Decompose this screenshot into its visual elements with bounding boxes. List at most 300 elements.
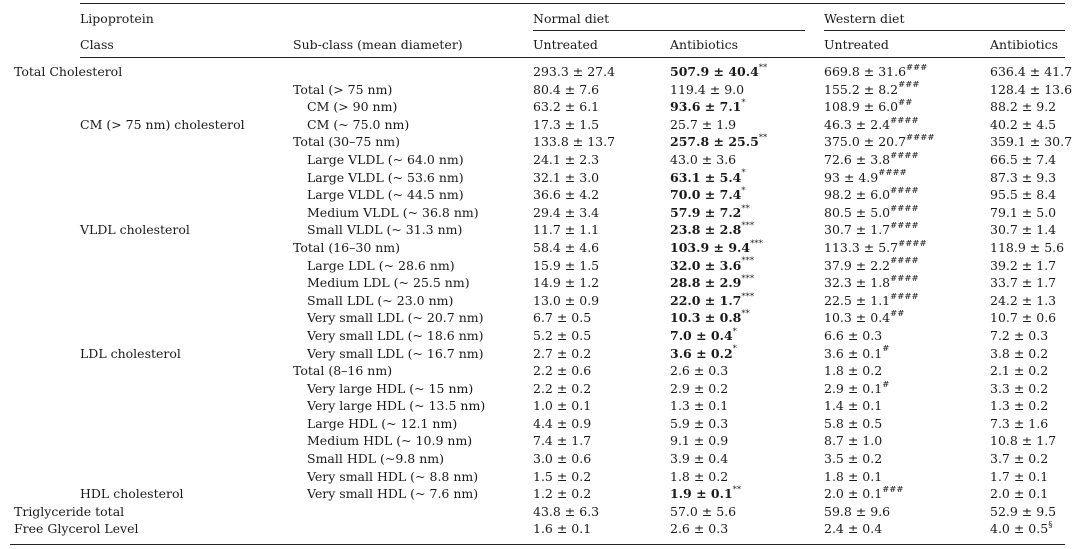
value-cell xyxy=(533,327,591,345)
significance-mark: ** xyxy=(732,485,742,496)
subclass-cell: Total (30–75 nm) xyxy=(293,134,401,150)
value-cell xyxy=(824,468,882,486)
value-text: 2.2 ± 0.6 xyxy=(533,363,592,379)
table-bottom-rule xyxy=(10,544,1065,545)
value-cell xyxy=(824,362,882,380)
value-cell xyxy=(670,98,746,116)
significance-mark: #### xyxy=(890,256,919,267)
significance-mark: ** xyxy=(741,203,750,214)
value-cell xyxy=(670,327,737,345)
significance-mark: * xyxy=(741,168,746,179)
class-cell: Total Cholesterol xyxy=(14,64,123,79)
table-row xyxy=(0,98,1080,116)
value-cell xyxy=(670,397,728,415)
table-row xyxy=(0,309,1080,327)
value-cell xyxy=(533,133,615,151)
subclass-cell: CM (> 90 nm) xyxy=(307,99,398,115)
value-text: 108.9 ± 6.0 xyxy=(824,99,899,115)
table-row xyxy=(0,221,1080,239)
value-text: 6.6 ± 0.3 xyxy=(824,327,883,343)
value-text: 3.3 ± 0.2 xyxy=(990,380,1049,396)
value-text: 32.1 ± 3.0 xyxy=(533,169,600,185)
value-cell xyxy=(533,151,599,169)
value-cell xyxy=(670,503,736,521)
value-text: 2.9 ± 0.2 xyxy=(670,380,729,396)
western-diet-header: Western diet xyxy=(824,11,905,26)
value-cell xyxy=(533,116,599,134)
value-text: 43.0 ± 3.6 xyxy=(670,151,737,167)
value-text: 1.8 ± 0.1 xyxy=(824,468,883,484)
value-text: 46.3 ± 2.4 xyxy=(824,116,891,132)
significance-mark: ### xyxy=(898,80,920,91)
value-cell xyxy=(670,221,754,239)
value-text: 257.8 ± 25.5 xyxy=(670,134,759,150)
significance-mark: *** xyxy=(741,256,755,267)
table-row xyxy=(0,380,1080,398)
value-cell xyxy=(670,116,736,134)
value-cell xyxy=(990,327,1048,345)
value-text: 59.8 ± 9.6 xyxy=(824,503,891,519)
table-row xyxy=(0,186,1080,204)
value-cell xyxy=(670,345,737,363)
significance-mark: #### xyxy=(878,168,907,179)
value-cell xyxy=(670,432,728,450)
value-text: 10.7 ± 0.6 xyxy=(990,310,1057,326)
value-cell xyxy=(990,133,1072,151)
value-cell xyxy=(824,169,907,187)
value-cell xyxy=(670,292,754,310)
value-cell xyxy=(824,239,927,257)
value-cell xyxy=(990,503,1056,521)
value-cell xyxy=(824,116,919,134)
significance-mark: #### xyxy=(906,133,935,144)
value-text: 1.5 ± 0.2 xyxy=(533,468,592,484)
value-text: 3.8 ± 0.2 xyxy=(990,345,1049,361)
table-row xyxy=(0,116,1080,134)
value-text: 2.0 ± 0.1 xyxy=(990,486,1049,502)
value-text: 93 ± 4.9 xyxy=(824,169,879,185)
significance-mark: # xyxy=(882,379,890,390)
subclass-cell: Very small HDL (~ 8.8 nm) xyxy=(307,468,479,484)
value-cell xyxy=(824,98,912,116)
value-cell xyxy=(824,415,882,433)
value-text: 72.6 ± 3.8 xyxy=(824,151,891,167)
value-text: 80.5 ± 5.0 xyxy=(824,204,891,220)
value-cell xyxy=(824,345,889,363)
value-text: 80.4 ± 7.6 xyxy=(533,81,600,97)
value-cell xyxy=(670,415,728,433)
value-cell xyxy=(670,485,741,503)
value-cell xyxy=(824,133,935,151)
table-row xyxy=(0,292,1080,310)
header-bottom-rule xyxy=(80,57,1065,58)
value-cell xyxy=(670,204,750,222)
value-text: 119.4 ± 9.0 xyxy=(670,81,745,97)
value-cell xyxy=(990,81,1072,99)
value-text: 29.4 ± 3.4 xyxy=(533,204,600,220)
value-text: 1.4 ± 0.1 xyxy=(824,398,883,414)
value-cell xyxy=(824,485,904,503)
value-cell xyxy=(670,257,754,275)
table-row xyxy=(0,485,1080,503)
value-cell xyxy=(824,186,919,204)
value-cell xyxy=(824,397,882,415)
value-text: 24.2 ± 1.3 xyxy=(990,292,1057,308)
significance-mark: § xyxy=(1048,520,1053,531)
value-cell xyxy=(824,450,882,468)
value-text: 88.2 ± 9.2 xyxy=(990,99,1057,115)
value-text: 2.0 ± 0.1 xyxy=(824,486,883,502)
class-cell: Free Glycerol Level xyxy=(14,521,139,537)
value-cell xyxy=(990,98,1056,116)
value-cell xyxy=(824,151,919,169)
value-text: 10.3 ± 0.4 xyxy=(824,310,891,326)
value-text: 33.7 ± 1.7 xyxy=(990,275,1057,291)
value-cell xyxy=(990,450,1048,468)
significance-mark: ### xyxy=(906,62,928,73)
value-text: 359.1 ± 30.7 xyxy=(990,134,1073,150)
table-row xyxy=(0,362,1080,380)
subclass-header: Sub-class (mean diameter) xyxy=(293,37,463,52)
value-cell xyxy=(824,503,890,521)
table-row xyxy=(0,450,1080,468)
value-cell xyxy=(533,221,599,239)
value-cell xyxy=(533,98,599,116)
normal-diet-header: Normal diet xyxy=(533,11,610,26)
significance-mark: *** xyxy=(750,238,763,249)
class-cell: Triglyceride total xyxy=(14,503,125,519)
value-cell xyxy=(533,186,599,204)
subclass-cell: Large LDL (~ 28.6 nm) xyxy=(307,257,455,273)
significance-mark: ## xyxy=(890,309,905,320)
value-cell xyxy=(533,274,599,292)
value-cell xyxy=(990,485,1048,503)
western-antibiotics-header: Antibiotics xyxy=(990,37,1059,52)
value-text: 32.3 ± 1.8 xyxy=(824,275,891,291)
subclass-cell: Very small HDL (~ 7.6 nm) xyxy=(307,486,479,502)
class-cell: VLDL cholesterol xyxy=(80,222,190,238)
value-text: 1.2 ± 0.2 xyxy=(533,486,592,502)
value-cell xyxy=(824,81,919,99)
value-cell xyxy=(990,186,1056,204)
subclass-cell: Very large HDL (~ 13.5 nm) xyxy=(307,398,486,414)
value-text: 70.0 ± 7.4 xyxy=(670,187,742,203)
value-cell xyxy=(990,362,1048,380)
value-cell xyxy=(824,274,919,292)
subclass-cell: Very small LDL (~ 20.7 nm) xyxy=(307,310,484,326)
class-header: Class xyxy=(80,37,114,52)
value-text: 63.2 ± 6.1 xyxy=(533,99,600,115)
value-cell xyxy=(824,432,882,450)
value-text: 2.4 ± 0.4 xyxy=(824,521,883,537)
value-text: 2.2 ± 0.2 xyxy=(533,380,592,396)
value-cell xyxy=(824,520,882,538)
significance-mark: * xyxy=(732,326,737,337)
value-text: 87.3 ± 9.3 xyxy=(990,169,1057,185)
subclass-cell: Small LDL (~ 23.0 nm) xyxy=(307,292,454,308)
value-text: 10.3 ± 0.8 xyxy=(670,310,742,326)
value-text: 8.7 ± 1.0 xyxy=(824,433,883,449)
value-text: 79.1 ± 5.0 xyxy=(990,204,1057,220)
value-text: 28.8 ± 2.9 xyxy=(670,275,742,291)
table-row xyxy=(0,468,1080,486)
value-text: 1.3 ± 0.1 xyxy=(670,398,729,414)
value-text: 2.9 ± 0.1 xyxy=(824,380,883,396)
subclass-cell: Large VLDL (~ 64.0 nm) xyxy=(307,151,464,167)
value-text: 63.1 ± 5.4 xyxy=(670,169,742,185)
value-cell xyxy=(533,257,599,275)
value-cell xyxy=(670,468,728,486)
significance-mark: ## xyxy=(898,98,913,109)
table-row xyxy=(0,239,1080,257)
value-cell xyxy=(670,133,767,151)
value-cell xyxy=(670,81,744,99)
lipoprotein-header: Lipoprotein xyxy=(80,11,154,26)
value-cell xyxy=(533,485,591,503)
value-cell xyxy=(533,468,591,486)
significance-mark: #### xyxy=(890,273,919,284)
value-cell xyxy=(670,151,736,169)
value-text: 57.0 ± 5.6 xyxy=(670,503,737,519)
table-row xyxy=(0,345,1080,363)
subclass-cell: Medium HDL (~ 10.9 nm) xyxy=(307,433,473,449)
value-cell xyxy=(670,362,728,380)
table-body xyxy=(0,63,1080,538)
subclass-cell: Large VLDL (~ 44.5 nm) xyxy=(307,187,464,203)
value-cell xyxy=(670,169,746,187)
subclass-cell: Very small LDL (~ 16.7 nm) xyxy=(307,345,484,361)
value-cell xyxy=(990,309,1056,327)
value-text: 293.3 ± 27.4 xyxy=(533,64,616,79)
value-cell xyxy=(670,380,728,398)
value-text: 24.1 ± 2.3 xyxy=(533,151,600,167)
value-cell xyxy=(533,503,599,521)
value-cell xyxy=(990,221,1056,239)
significance-mark: ** xyxy=(758,133,768,144)
class-cell: CM (> 75 nm) cholesterol xyxy=(80,116,245,132)
significance-mark: ### xyxy=(882,485,904,496)
subclass-cell: Total (8–16 nm) xyxy=(293,363,393,379)
significance-mark: ** xyxy=(758,62,768,73)
value-cell xyxy=(990,204,1056,222)
table-row xyxy=(0,257,1080,275)
significance-mark: * xyxy=(741,186,746,196)
value-text: 133.8 ± 13.7 xyxy=(533,134,616,150)
value-text: 2.1 ± 0.2 xyxy=(990,363,1049,379)
value-cell xyxy=(990,380,1048,398)
value-cell xyxy=(990,169,1056,187)
value-text: 155.2 ± 8.2 xyxy=(824,81,899,97)
value-text: 7.4 ± 1.7 xyxy=(533,433,592,449)
value-text: 1.3 ± 0.2 xyxy=(990,398,1049,414)
value-text: 17.3 ± 1.5 xyxy=(533,116,600,132)
value-text: 375.0 ± 20.7 xyxy=(824,134,907,150)
value-text: 4.4 ± 0.9 xyxy=(533,415,592,431)
value-text: 1.8 ± 0.2 xyxy=(824,363,883,379)
value-text: 5.2 ± 0.5 xyxy=(533,327,592,343)
value-cell xyxy=(533,63,615,81)
value-cell xyxy=(533,362,591,380)
value-text: 1.7 ± 0.1 xyxy=(990,468,1049,484)
normal-diet-rule xyxy=(533,30,805,31)
value-cell xyxy=(990,257,1056,275)
value-cell xyxy=(533,239,599,257)
value-text: 3.9 ± 0.4 xyxy=(670,451,729,467)
value-text: 1.6 ± 0.1 xyxy=(533,521,592,537)
value-cell xyxy=(533,81,599,99)
value-text: 3.0 ± 0.6 xyxy=(533,451,592,467)
significance-mark: #### xyxy=(898,238,927,249)
value-text: 103.9 ± 9.4 xyxy=(670,239,751,255)
value-cell xyxy=(990,274,1056,292)
value-text: 52.9 ± 9.5 xyxy=(990,503,1057,519)
significance-mark: * xyxy=(741,98,746,109)
value-text: 32.0 ± 3.6 xyxy=(670,257,742,273)
value-text: 113.3 ± 5.7 xyxy=(824,239,899,255)
value-cell xyxy=(990,239,1064,257)
value-cell xyxy=(824,327,882,345)
value-text: 15.9 ± 1.5 xyxy=(533,257,600,273)
value-cell xyxy=(533,450,591,468)
value-text: 128.4 ± 13.6 xyxy=(990,81,1073,97)
class-cell: HDL cholesterol xyxy=(80,486,184,502)
value-cell xyxy=(670,186,746,204)
value-cell xyxy=(533,345,591,363)
table-row xyxy=(0,133,1080,151)
significance-mark: *** xyxy=(741,221,755,232)
value-text: 1.9 ± 0.1 xyxy=(670,486,733,502)
value-text: 7.2 ± 0.3 xyxy=(990,327,1049,343)
value-cell xyxy=(533,415,591,433)
value-text: 7.3 ± 1.6 xyxy=(990,415,1049,431)
value-cell xyxy=(990,397,1048,415)
value-cell xyxy=(824,309,904,327)
value-text: 6.7 ± 0.5 xyxy=(533,310,592,326)
value-text: 30.7 ± 1.7 xyxy=(824,222,891,238)
value-cell xyxy=(533,520,591,538)
value-cell xyxy=(670,309,750,327)
value-cell xyxy=(670,450,728,468)
value-text: 95.5 ± 8.4 xyxy=(990,187,1057,203)
value-text: 3.6 ± 0.2 xyxy=(670,345,733,361)
value-text: 7.0 ± 0.4 xyxy=(670,327,733,343)
value-cell xyxy=(990,63,1072,81)
value-text: 22.5 ± 1.1 xyxy=(824,292,891,308)
table-row xyxy=(0,432,1080,450)
significance-mark: # xyxy=(882,344,890,355)
value-text: 30.7 ± 1.4 xyxy=(990,222,1057,238)
value-cell xyxy=(533,204,599,222)
significance-mark: #### xyxy=(890,150,919,161)
table-row xyxy=(0,63,1080,81)
significance-mark: *** xyxy=(741,273,755,284)
subclass-cell: Very large HDL (~ 15 nm) xyxy=(307,380,474,396)
significance-mark: #### xyxy=(890,115,919,126)
value-text: 43.8 ± 6.3 xyxy=(533,503,600,519)
value-cell xyxy=(824,204,919,222)
value-text: 4.0 ± 0.5 xyxy=(990,521,1049,537)
significance-mark: #### xyxy=(890,186,919,196)
value-text: 3.6 ± 0.1 xyxy=(824,345,883,361)
value-text: 36.6 ± 4.2 xyxy=(533,187,600,203)
subclass-cell: CM (~ 75.0 nm) xyxy=(307,116,410,132)
value-cell xyxy=(990,292,1056,310)
value-cell xyxy=(824,292,919,310)
table-row xyxy=(0,169,1080,187)
value-text: 40.2 ± 4.5 xyxy=(990,116,1057,132)
class-cell: LDL cholesterol xyxy=(80,345,181,361)
value-cell xyxy=(670,520,728,538)
value-text: 2.6 ± 0.3 xyxy=(670,521,729,537)
value-text: 507.9 ± 40.4 xyxy=(670,64,759,79)
value-cell xyxy=(533,292,599,310)
significance-mark: #### xyxy=(890,203,919,214)
table-row xyxy=(0,81,1080,99)
significance-mark: *** xyxy=(741,291,755,302)
value-text: 14.9 ± 1.2 xyxy=(533,275,600,291)
subclass-cell: Small HDL (~9.8 nm) xyxy=(307,451,445,467)
value-text: 57.9 ± 7.2 xyxy=(670,204,742,220)
western-untreated-header: Untreated xyxy=(824,37,889,52)
subclass-cell: Large VLDL (~ 53.6 nm) xyxy=(307,169,464,185)
value-text: 2.6 ± 0.3 xyxy=(670,363,729,379)
value-cell xyxy=(824,380,889,398)
value-cell xyxy=(990,432,1056,450)
value-cell xyxy=(824,63,927,81)
subclass-cell: Total (16–30 nm) xyxy=(293,239,401,255)
value-text: 2.7 ± 0.2 xyxy=(533,345,592,361)
value-cell xyxy=(533,169,599,187)
value-cell xyxy=(533,432,591,450)
subclass-cell: Medium VLDL (~ 36.8 nm) xyxy=(307,204,479,220)
table-row xyxy=(0,274,1080,292)
value-text: 98.2 ± 6.0 xyxy=(824,187,891,203)
top-rule xyxy=(80,3,1065,4)
value-text: 37.9 ± 2.2 xyxy=(824,257,891,273)
value-text: 39.2 ± 1.7 xyxy=(990,257,1057,273)
value-text: 23.8 ± 2.8 xyxy=(670,222,742,238)
value-text: 66.5 ± 7.4 xyxy=(990,151,1057,167)
value-text: 93.6 ± 7.1 xyxy=(670,99,742,115)
value-cell xyxy=(533,380,591,398)
table-row xyxy=(0,520,1080,538)
subclass-cell: Large HDL (~ 12.1 nm) xyxy=(307,415,458,431)
value-cell xyxy=(670,239,763,257)
significance-mark: ** xyxy=(741,309,750,320)
value-text: 3.7 ± 0.2 xyxy=(990,451,1049,467)
normal-untreated-header: Untreated xyxy=(533,37,598,52)
table-row xyxy=(0,327,1080,345)
table-row xyxy=(0,503,1080,521)
value-text: 636.4 ± 41.7 xyxy=(990,64,1073,79)
value-cell xyxy=(990,520,1052,538)
table-row xyxy=(0,151,1080,169)
value-text: 10.8 ± 1.7 xyxy=(990,433,1057,449)
value-text: 22.0 ± 1.7 xyxy=(670,292,742,308)
value-cell xyxy=(670,63,767,81)
subclass-cell: Small VLDL (~ 31.3 nm) xyxy=(307,222,463,238)
value-text: 669.8 ± 31.6 xyxy=(824,64,907,79)
value-text: 5.8 ± 0.5 xyxy=(824,415,883,431)
value-cell xyxy=(990,116,1056,134)
subclass-cell: Total (> 75 nm) xyxy=(293,81,393,97)
value-cell xyxy=(990,468,1048,486)
significance-mark: #### xyxy=(890,291,919,302)
value-cell xyxy=(824,221,919,239)
value-text: 13.0 ± 0.9 xyxy=(533,292,600,308)
value-text: 1.8 ± 0.2 xyxy=(670,468,729,484)
value-cell xyxy=(990,151,1056,169)
